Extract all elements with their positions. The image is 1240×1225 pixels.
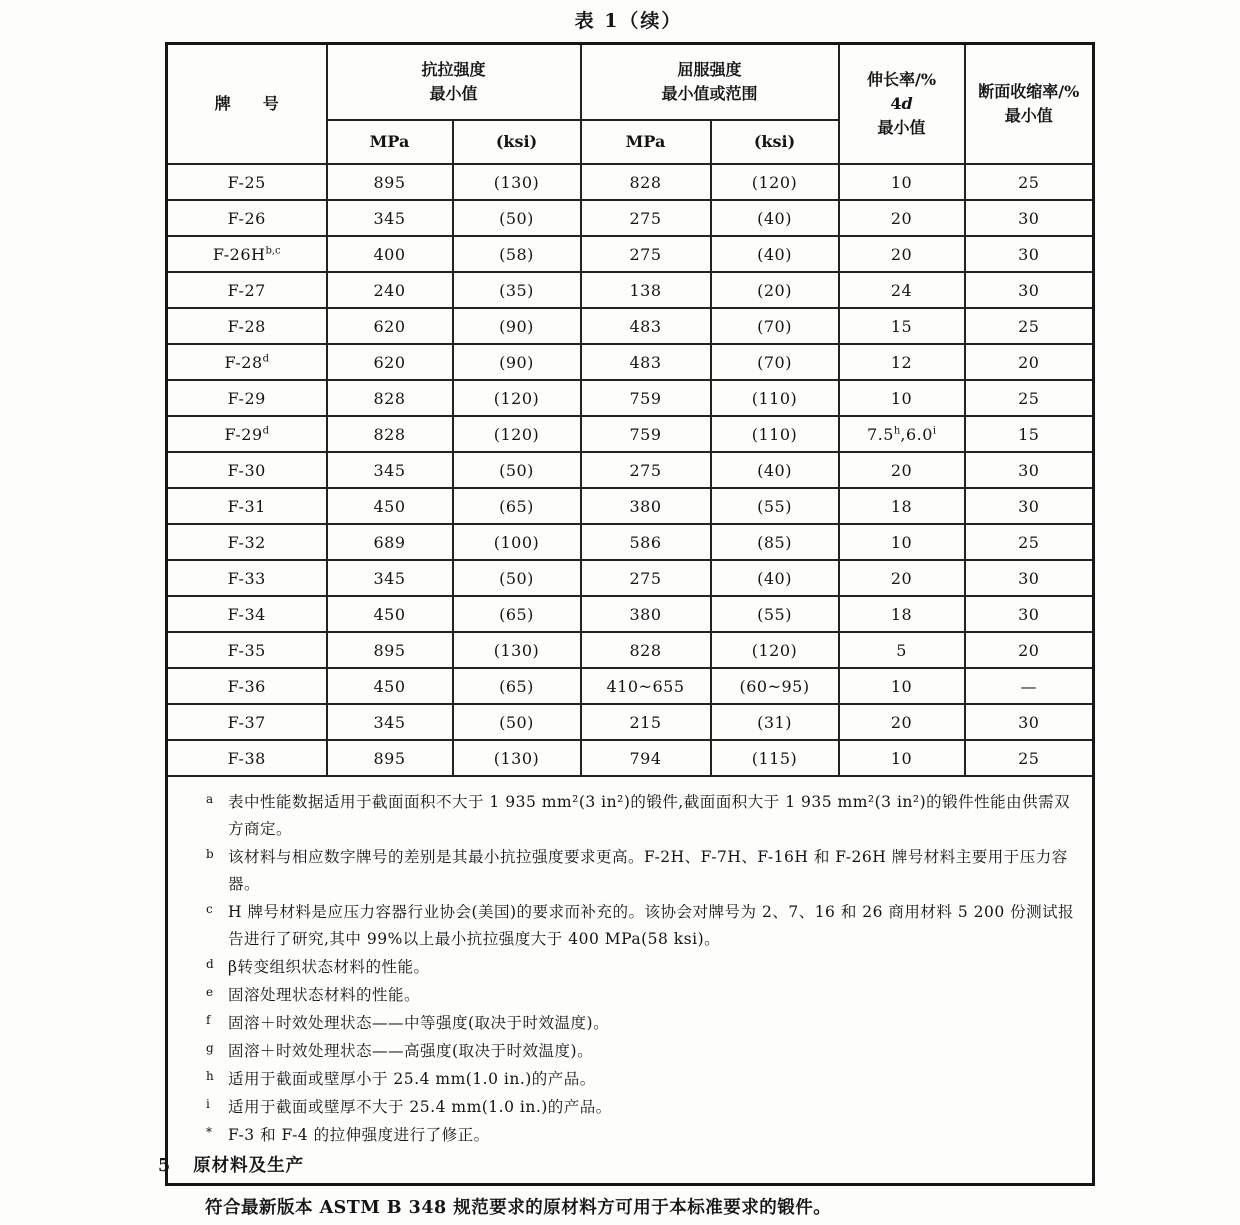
header-tensile-mpa: MPa (327, 120, 453, 164)
value-cell: 620 (327, 308, 453, 344)
table-row (167, 272, 1094, 308)
value-cell: (50) (453, 452, 581, 488)
body-paragraph: 符合最新版本 ASTM B 348 规范要求的原材料方可用于本标准要求的锻件。 (205, 1198, 832, 1218)
grade-cell: F-35 (167, 632, 327, 668)
footnote-text: 适用于截面或壁厚小于 25.4 mm(1.0 in.)的产品。 (228, 1070, 596, 1088)
value-cell: 400 (327, 236, 453, 272)
value-cell: (130) (453, 164, 581, 200)
value-cell: 483 (581, 344, 711, 380)
table-row (167, 416, 1094, 452)
value-cell: 275 (581, 200, 711, 236)
header-grade: 牌 号 (167, 44, 327, 165)
footnote-marker: g (206, 1041, 214, 1055)
footnote-marker: c (206, 902, 213, 916)
header-tensile-ksi: (ksi) (453, 120, 581, 164)
value-cell: (60~95) (711, 668, 839, 704)
footnote (182, 1122, 1082, 1149)
table-row (167, 308, 1094, 344)
footnote-text: 固溶处理状态材料的性能。 (228, 986, 421, 1004)
table-row (167, 200, 1094, 236)
value-cell: (90) (453, 308, 581, 344)
value-cell: 30 (965, 596, 1094, 632)
grade-cell: F-31 (167, 488, 327, 524)
value-cell: (55) (711, 596, 839, 632)
footnote (182, 1038, 1082, 1065)
footnote-text: 适用于截面或壁厚不大于 25.4 mm(1.0 in.)的产品。 (228, 1098, 612, 1116)
value-cell: (120) (711, 164, 839, 200)
header-elongation-line3: 最小值 (877, 118, 926, 137)
footnote (182, 954, 1082, 981)
footnote-marker: e (206, 985, 214, 999)
value-cell: 7.5$^h$,6.0$^i$ (839, 416, 965, 452)
value-cell: (50) (453, 704, 581, 740)
header-yield-strength (581, 44, 839, 121)
header-tensile-line1: 抗拉强度 (421, 60, 486, 79)
footnote-marker: b (206, 847, 214, 861)
footnote-marker: f (206, 1013, 211, 1027)
table-row (167, 560, 1094, 596)
table-row (167, 704, 1094, 740)
grade-cell: F-28$^d$ (167, 344, 327, 380)
value-cell: 828 (581, 632, 711, 668)
table-row (167, 740, 1094, 776)
value-cell: 30 (965, 452, 1094, 488)
table-row (167, 380, 1094, 416)
value-cell: (120) (453, 380, 581, 416)
value-cell: (120) (711, 632, 839, 668)
value-cell: 794 (581, 740, 711, 776)
header-yield-line2: 最小值或范围 (661, 84, 758, 103)
value-cell: 345 (327, 704, 453, 740)
footnote (182, 899, 1082, 953)
footnote-marker: d (206, 957, 214, 971)
header-reduction-of-area (965, 44, 1094, 165)
value-cell: (120) (453, 416, 581, 452)
value-cell: (35) (453, 272, 581, 308)
value-cell: 10 (839, 524, 965, 560)
footnote-text: 固溶＋时效处理状态——高强度(取决于时效温度)。 (228, 1042, 594, 1060)
value-cell: 12 (839, 344, 965, 380)
value-cell: (100) (453, 524, 581, 560)
value-cell: 10 (839, 740, 965, 776)
value-cell: 275 (581, 452, 711, 488)
value-cell: 20 (839, 560, 965, 596)
value-cell: 5 (839, 632, 965, 668)
header-tensile-line2: 最小值 (429, 84, 478, 103)
footnote (182, 1066, 1082, 1093)
value-cell: 759 (581, 380, 711, 416)
value-cell: 275 (581, 236, 711, 272)
header-reduction-line1: 断面收缩率/% (978, 82, 1080, 101)
value-cell: 410~655 (581, 668, 711, 704)
value-cell: 759 (581, 416, 711, 452)
value-cell: 895 (327, 632, 453, 668)
footnote-marker: i (206, 1097, 210, 1111)
grade-cell: $F-26H^{b,c}$ (167, 236, 327, 272)
value-cell: 25 (965, 380, 1094, 416)
value-cell: (90) (453, 344, 581, 380)
value-cell: (65) (453, 668, 581, 704)
table-row (167, 632, 1094, 668)
grade-cell: F-28 (167, 308, 327, 344)
value-cell: 450 (327, 668, 453, 704)
value-cell: 30 (965, 560, 1094, 596)
table-row (167, 164, 1094, 200)
value-cell: 20 (839, 704, 965, 740)
table-row (167, 344, 1094, 380)
value-cell: 450 (327, 596, 453, 632)
table-header (167, 44, 1094, 165)
grade-cell: F-36 (167, 668, 327, 704)
value-cell: (130) (453, 740, 581, 776)
value-cell: 25 (965, 164, 1094, 200)
footnote (182, 844, 1082, 898)
value-cell: (115) (711, 740, 839, 776)
grade-cell: F-38 (167, 740, 327, 776)
footnote-marker: h (206, 1069, 214, 1083)
value-cell: 895 (327, 164, 453, 200)
grade-cell: F-37 (167, 704, 327, 740)
value-cell: (70) (711, 308, 839, 344)
header-elongation-line1: 伸长率/% (867, 70, 937, 89)
value-cell: 15 (965, 416, 1094, 452)
table-row (167, 452, 1094, 488)
value-cell: (40) (711, 560, 839, 596)
table-row (167, 236, 1094, 272)
value-cell: 483 (581, 308, 711, 344)
grade-cell: F-27 (167, 272, 327, 308)
value-cell: (50) (453, 560, 581, 596)
value-cell: — (965, 668, 1094, 704)
value-cell: 30 (965, 236, 1094, 272)
value-cell: 30 (965, 488, 1094, 524)
value-cell: 18 (839, 488, 965, 524)
value-cell: (70) (711, 344, 839, 380)
header-tensile-strength (327, 44, 581, 121)
grade-cell: F-30 (167, 452, 327, 488)
grade-cell: F-33 (167, 560, 327, 596)
value-cell: 10 (839, 380, 965, 416)
value-cell: (40) (711, 200, 839, 236)
footnote-text: 固溶＋时效处理状态——中等强度(取决于时效温度)。 (228, 1014, 610, 1032)
value-cell: 275 (581, 560, 711, 596)
value-cell: 20 (965, 344, 1094, 380)
value-cell: 20 (839, 236, 965, 272)
footnote-text: 表中性能数据适用于截面面积不大于 1 935 mm²(3 in²)的锻件,截面面积大于 1 935 mm²(3 in²)的锻件性能由供需双方商定。 (228, 793, 1071, 838)
table-title: 表 1（续） (574, 10, 683, 32)
value-cell: 620 (327, 344, 453, 380)
value-cell: (55) (711, 488, 839, 524)
value-cell: 10 (839, 668, 965, 704)
footnote (182, 1010, 1082, 1037)
header-elongation (839, 44, 965, 165)
value-cell: (110) (711, 380, 839, 416)
value-cell: 25 (965, 308, 1094, 344)
value-cell: 20 (965, 632, 1094, 668)
value-cell: (40) (711, 236, 839, 272)
header-elongation-line2: 4d (890, 94, 913, 113)
table-row (167, 668, 1094, 704)
value-cell: 30 (965, 704, 1094, 740)
footnote-text: β转变组织状态材料的性能。 (228, 958, 430, 976)
table-row (167, 488, 1094, 524)
footnote-marker: a (206, 792, 214, 806)
value-cell: 345 (327, 452, 453, 488)
header-yield-line1: 屈服强度 (677, 60, 742, 79)
footnote (182, 1094, 1082, 1121)
grade-cell: F-29$^d$ (167, 416, 327, 452)
section-number: 5 (158, 1156, 172, 1176)
footnote-text: H 牌号材料是应压力容器行业协会(美国)的要求而补充的。该协会对牌号为 2、7、16 和 26 商用材料 5 200 份测试报告进行了研究,其中 99%以上最小抗拉强度大于 400 MPa(58 ksi)。 (228, 903, 1075, 948)
value-cell: 138 (581, 272, 711, 308)
footnote (182, 789, 1082, 843)
value-cell: 24 (839, 272, 965, 308)
value-cell: 10 (839, 164, 965, 200)
value-cell: 30 (965, 200, 1094, 236)
footnotes (167, 776, 1094, 1185)
footnote (182, 982, 1082, 1009)
materials-spec-table (165, 42, 1095, 1186)
value-cell: (110) (711, 416, 839, 452)
table-row (167, 596, 1094, 632)
value-cell: 380 (581, 596, 711, 632)
value-cell: 345 (327, 200, 453, 236)
value-cell: 240 (327, 272, 453, 308)
footnote-marker: * (206, 1125, 212, 1139)
value-cell: 828 (327, 416, 453, 452)
grade-cell: F-29 (167, 380, 327, 416)
section-title: 原材料及生产 (193, 1156, 305, 1176)
grade-cell: F-25 (167, 164, 327, 200)
value-cell: 689 (327, 524, 453, 560)
value-cell: 380 (581, 488, 711, 524)
value-cell: 15 (839, 308, 965, 344)
value-cell: 25 (965, 740, 1094, 776)
value-cell: (58) (453, 236, 581, 272)
grade-cell: F-34 (167, 596, 327, 632)
value-cell: 450 (327, 488, 453, 524)
value-cell: (31) (711, 704, 839, 740)
header-yield-ksi: (ksi) (711, 120, 839, 164)
table-body (167, 164, 1094, 776)
grade-cell: F-32 (167, 524, 327, 560)
footnote-text: 该材料与相应数字牌号的差别是其最小抗拉强度要求更高。F-2H、F-7H、F-16H 和 F-26H 牌号材料主要用于压力容器。 (228, 848, 1068, 893)
value-cell: 20 (839, 200, 965, 236)
value-cell: 20 (839, 452, 965, 488)
value-cell: 215 (581, 704, 711, 740)
header-reduction-line2: 最小值 (1004, 106, 1053, 125)
section-heading (158, 1152, 304, 1177)
footnotes-row (167, 776, 1094, 1185)
footnote-text: F-3 和 F-4 的拉伸强度进行了修正。 (228, 1126, 490, 1144)
value-cell: (85) (711, 524, 839, 560)
value-cell: 828 (581, 164, 711, 200)
value-cell: (130) (453, 632, 581, 668)
header-yield-mpa: MPa (581, 120, 711, 164)
value-cell: 345 (327, 560, 453, 596)
table-row (167, 524, 1094, 560)
value-cell: 18 (839, 596, 965, 632)
value-cell: (65) (453, 488, 581, 524)
value-cell: (50) (453, 200, 581, 236)
value-cell: 895 (327, 740, 453, 776)
value-cell: 25 (965, 524, 1094, 560)
value-cell: (65) (453, 596, 581, 632)
value-cell: (40) (711, 452, 839, 488)
value-cell: 828 (327, 380, 453, 416)
value-cell: 586 (581, 524, 711, 560)
value-cell: (20) (711, 272, 839, 308)
grade-cell: F-26 (167, 200, 327, 236)
value-cell: 30 (965, 272, 1094, 308)
